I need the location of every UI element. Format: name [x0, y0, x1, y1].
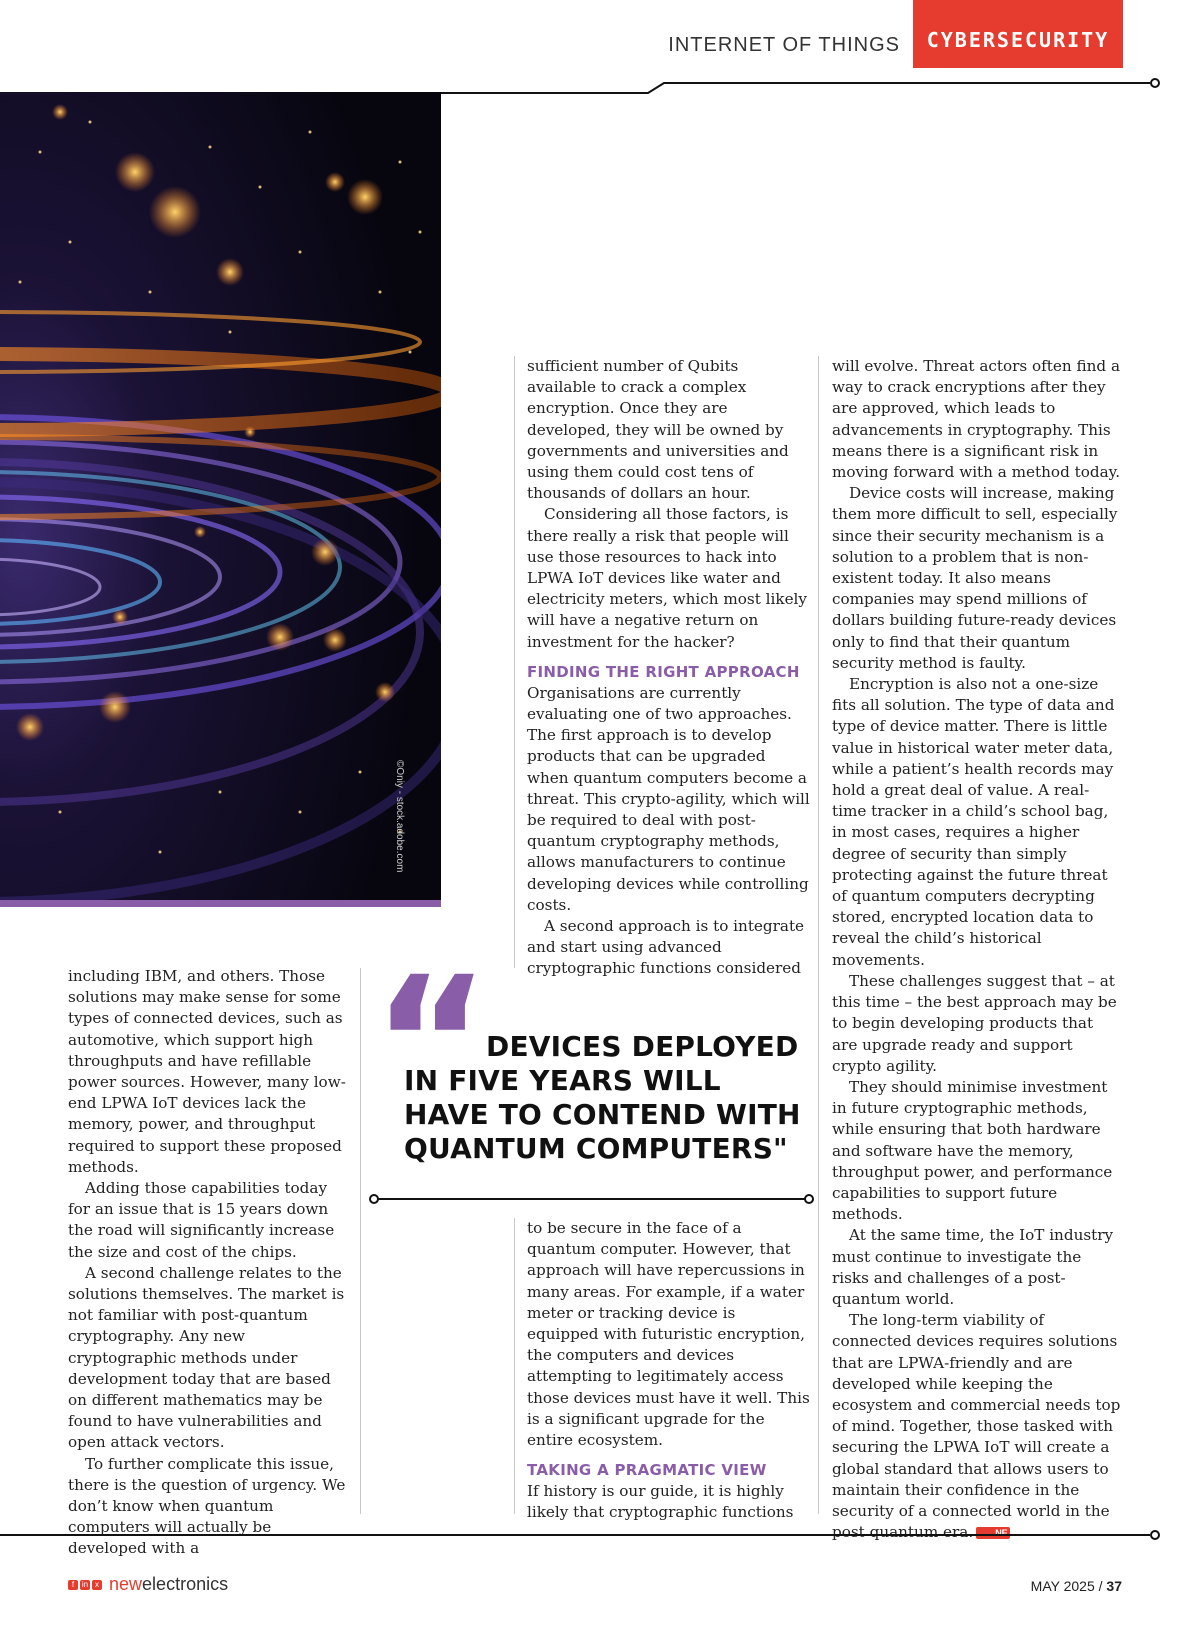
column-divider — [360, 968, 361, 1514]
category-tag — [913, 0, 1123, 68]
body-column-left — [68, 966, 353, 1560]
footer-rule — [0, 1528, 1200, 1542]
x-icon[interactable]: x — [92, 1580, 102, 1590]
paragraph: will evolve. Threat actors often find a way to crack encryptions after they are approved, which leads to advancements in cryptography. This means there is a significant risk in moving forward with a method today. — [832, 357, 1121, 482]
paragraph: At the same time, the IoT industry must continue to investigate the risks and challenges of a post-quantum world. — [832, 1226, 1114, 1308]
end-mark-badge: NE — [976, 1527, 1010, 1539]
facebook-icon[interactable]: f — [68, 1580, 78, 1590]
body-column-right — [832, 356, 1122, 1543]
linkedin-icon[interactable]: in — [81, 1580, 89, 1590]
column-divider — [514, 356, 515, 968]
subheading: FINDING THE RIGHT APPROACH — [527, 662, 800, 681]
brand-electronics: electronics — [142, 1574, 229, 1594]
column-divider — [514, 1218, 515, 1514]
separator: / — [1098, 1578, 1103, 1594]
section-label: INTERNET OF THINGS — [668, 34, 900, 56]
subheading: TAKING A PRAGMATIC VIEW — [527, 1461, 767, 1480]
paragraph: sufficient number of Qubits available to crack a complex encryption. Once they are developed, they will be owned by governments and universities and using them could cost tens of thousands of dollars an hour. — [527, 357, 789, 503]
feature-photo — [0, 92, 441, 907]
pull-quote-first-line: DEVICES DEPLOYED — [486, 1030, 799, 1063]
category-tag-label: CYBERSECURITY — [926, 28, 1110, 52]
body-column-middle-bottom — [527, 1218, 810, 1524]
paragraph: Device costs will increase, making them more difficult to sell, especially since their security mechanism is a solution to a problem that is non-existent today. It also means companies may spend millions of dollars building future-ready devices only to find that their quantum security method is faulty. — [832, 484, 1118, 672]
quote-mark-icon: “ — [372, 939, 483, 1148]
paragraph: Adding those capabilities today for an issue that is 15 years down the road will significantly increase the size and cost of the chips. — [68, 1179, 335, 1261]
paragraph: They should minimise investment in future cryptographic methods, while ensuring that both hardware and software have the memory, throughput power, and performance capabilities to support future methods. — [832, 1077, 1113, 1224]
paragraph: A second challenge relates to the solutions themselves. The market is not familiar with post-quantum cryptography. Any new cryptographic methods under development today that are based on different mathematics may be found to have vulnerabilities and open attack vectors. — [68, 1263, 345, 1452]
page-number: 37 — [1106, 1578, 1122, 1594]
body-column-middle-top — [527, 356, 810, 980]
paragraph: Encryption is also not a one-size fits all solution. The type of data and type of device matter. There is little value in historical water meter data, while a patient’s health records may hold a great deal of value. A real-time tracker in a child’s school bag, in most cases, requires a higher degree of security than simply protecting against the future threat of quantum computers decrypting stored, encrypted location data to reveal the child’s historical movements. — [832, 675, 1115, 969]
paragraph: A second approach is to integrate and start using advanced cryptographic functions considered — [527, 917, 805, 978]
brand-new: new — [109, 1574, 143, 1594]
paragraph: Considering all those factors, is there really a risk that people will use those resources to hack into LPWA IoT devices like water and electricity meters, which most likely will have a negative return on investment for the hacker? — [527, 505, 807, 651]
paragraph: Organisations are currently evaluating one of two approaches. The first approach is to develop products that can be upgraded when quantum computers become a threat. This crypto-agility, which will be required to deal with post-quantum cryptography methods, allows manufacturers to continue developing devices while controlling costs. — [527, 683, 810, 914]
paragraph: including IBM, and others. Those solutions may make sense for some types of connected devices, such as automotive, which support high throughputs and have refillable power sources. However, many low-end LPWA IoT devices lack the memory, power, and throughput required to support these proposed methods. — [68, 967, 346, 1176]
paragraph: To further complicate this issue, there is the question of urgency. We don’t know when quantum computers will actually be developed with a — [68, 1454, 346, 1558]
pull-quote-rest: IN FIVE YEARS WILL HAVE TO CONTEND WITH QUANTUM COMPUTERS" — [404, 1064, 801, 1165]
photo-credit: ©Oniy - stock.adobe.com — [394, 760, 405, 873]
issue-date: MAY 2025 — [1030, 1578, 1095, 1594]
paragraph-text: The long-term viability of connected devices requires solutions that are LPWA-friendly and are developed while keeping the ecosystem and commercial needs top of mind. Together, those tasked with securing the LPWA IoT will create a global standard that allows users to maintain their confidence in the security of a connected world in the post quantum era. — [832, 1311, 1121, 1542]
pull-quote — [404, 1030, 804, 1166]
paragraph: to be secure in the face of a quantum computer. However, that approach will have repercussions in many areas. For example, if a water meter or tracking device is equipped with futuristic encryption, the computers and devices attempting to legitimately access those devices must have it well. This is a significant upgrade for the entire ecosystem. — [527, 1219, 810, 1450]
pull-quote-rule — [368, 1192, 816, 1206]
quantum-rings-image — [0, 92, 441, 900]
publication-brand — [68, 1574, 228, 1595]
paragraph: If history is our guide, it is highly likely that cryptographic functions — [527, 1482, 794, 1522]
paragraph — [832, 1310, 1122, 1543]
paragraph: These challenges suggest that – at this time – the best approach may be to begin developing products that are upgrade ready and support crypto agility. — [832, 971, 1117, 1075]
column-divider — [818, 356, 819, 1514]
issue-and-page — [1000, 1578, 1122, 1594]
